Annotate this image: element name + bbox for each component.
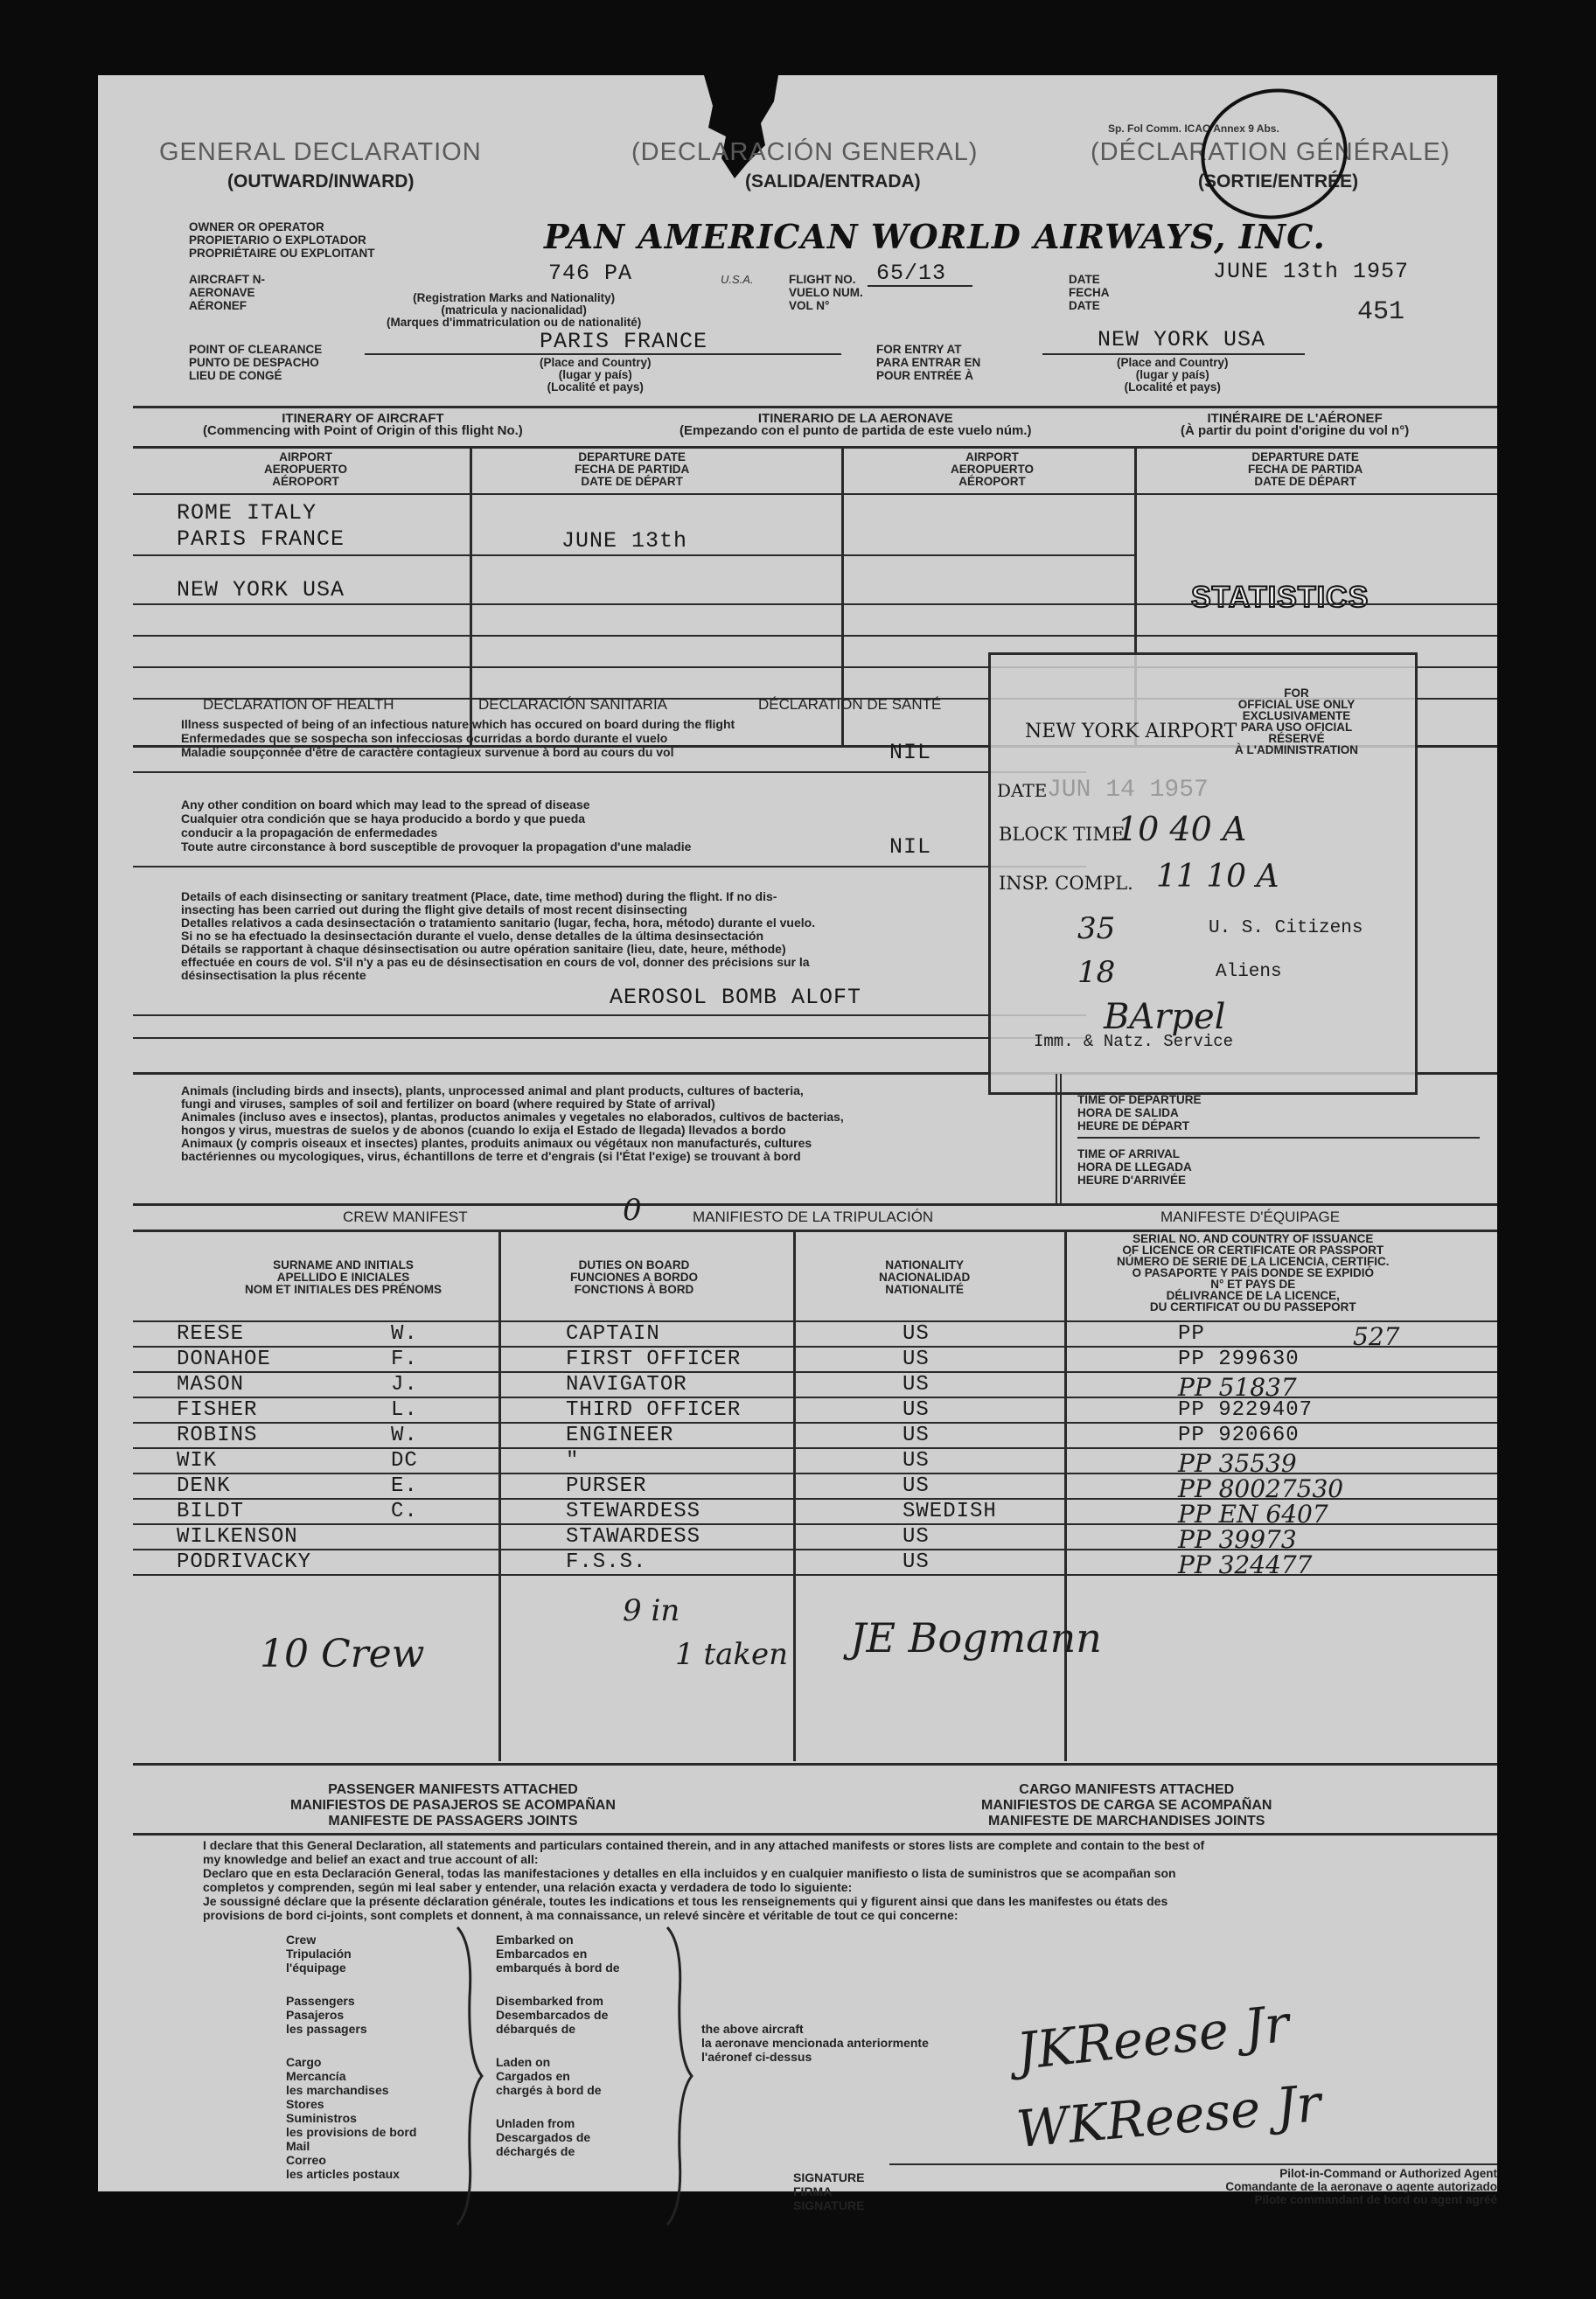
registration-marks-label: (Registration Marks and Nationality) (matricula y nacionalidad) (Marques d'immatriculation ou de nationalité) <box>387 291 642 329</box>
form-reference: Sp. Fol Comm. ICAO Annex 9 Abs. <box>1108 122 1279 135</box>
signature-lower: WKReese Jr <box>1014 2073 1324 2160</box>
official-use-heading: FOR OFFICIAL USE ONLY EXCLUSIVAMENTE PARA USO OFICIAL RÉSERVÉ À L'ADMINISTRATION <box>1235 686 1358 756</box>
health-answer-2: NIL <box>889 834 932 860</box>
title-en: GENERAL DECLARATION <box>159 138 482 166</box>
inspection-complete-label: INSP. COMPL. <box>999 873 1133 894</box>
health-answer-1: NIL <box>889 740 932 765</box>
itinerary-departure-date: JUNE 13th <box>561 528 688 554</box>
itinerary-heading-es: ITINERARIO DE LA AERONAVE (Empezando con el punto de partida de este vuelo núm.) <box>680 411 1032 438</box>
clearance-place-label: (Place and Country) (lugar y país) (Localité et pays) <box>540 356 652 394</box>
crew-serial-handwritten: PP 39973 <box>1178 1525 1297 1554</box>
official-date-label: DATE <box>997 780 1048 801</box>
aliens-label: Aliens <box>1216 962 1282 982</box>
crew-nationality: US <box>903 1525 930 1549</box>
entry-labels: FOR ENTRY AT PARA ENTRAR EN POUR ENTRÉE À <box>876 343 981 382</box>
time-of-departure-label: TIME OF DEPARTURE HORA DE SALIDA HEURE DE DÉPART <box>1077 1093 1202 1132</box>
itinerary-airport: PARIS FRANCE <box>177 526 345 552</box>
signature-label: SIGNATURE FIRMA SIGNATURE <box>793 2170 865 2212</box>
general-declaration-form <box>98 75 1497 2212</box>
point-of-clearance: PARIS FRANCE <box>540 329 708 354</box>
crew-mark: 0 <box>623 1193 642 1228</box>
crew-serial: PP 299630 <box>1178 1348 1300 1371</box>
animals-text: Animals (including birds and insects), plants, unprocessed animal and plant products, cultures of bacteria, fungi and viruses, samples of soil and fertilizer on board (where required by State of arrival) Animales (incluso aves e insectos), plantas, productos animales y vegetales no elaborados, cultivos de bacterias, hongos y virus, muestras de suelos y de abonos (cuando lo exija el Estado de llegada) llevados a bordo Animaux (y compris oiseaux et insectes) plantes, produits animaux ou végétaux non manufacturés, cultures bactériennes ou mycologiques, virus, échantillons de terre et d'engrais (si l'État l'exige) se trouvant à bord <box>181 1083 844 1163</box>
itinerary-heading-en: ITINERARY OF AIRCRAFT (Commencing with Point of Origin of this flight No.) <box>203 411 523 438</box>
health-answer-3: AEROSOL BOMB ALOFT <box>610 985 862 1010</box>
col-departure-2: DEPARTURE DATE FECHA DE PARTIDA DATE DE DÉPART <box>1248 450 1363 488</box>
health-title-en: DECLARATION OF HEALTH <box>203 696 394 713</box>
crew-initial: F. <box>391 1348 418 1371</box>
aircraft-labels: AIRCRAFT N- AERONAVE AÉRONEF <box>189 273 265 312</box>
crew-duty: PURSER <box>566 1474 647 1498</box>
col-departure-1: DEPARTURE DATE FECHA DE PARTIDA DATE DE DÉPART <box>575 450 690 488</box>
health-question-3: Details of each disinsecting or sanitary treatment (Place, date, time method) during the flight. If no dis- insecting has been carried out during the flight give details of most recent disinsecting Detalles relativos a cada desinsectación o tratamiento sanitario (lugar, fecha, hora, método) durante el vuelo. Si no se ha efectuado la desinsectación durante el vuelo, dense detalles de la última desinsectación Détails se rapportant à chaque désinsectisation ou autre opération sanitaire (lieu, date, heure, méthode) effectuée en cours de vol. S'il n'y a pas eu de désinsectisation en cours de vol, donner des précisions sur la désinsectisation la plus récente <box>181 889 816 982</box>
crew-duty: THIRD OFFICER <box>566 1398 742 1422</box>
crew-serial-handwritten: PP EN 6407 <box>1178 1500 1328 1529</box>
entry-place-label: (Place and Country) (lugar y país) (Localité et pays) <box>1117 356 1229 394</box>
health-title-es: DECLARACIÓN SANITARIA <box>478 696 668 713</box>
passenger-manifests-label: PASSENGER MANIFESTS ATTACHED MANIFIESTOS DE PASAJEROS SE ACOMPAÑAN MANIFESTE DE PASSAGERS JOINTS <box>290 1782 616 1829</box>
crew-note-count: 10 Crew <box>260 1632 425 1676</box>
crew-surname: DONAHOE <box>177 1348 271 1371</box>
citizens-count: 35 <box>1077 911 1116 946</box>
col-airport-1: AIRPORT AEROPUERTO AÉROPORT <box>264 450 348 488</box>
col-nationality: NATIONALITY NACIONALIDAD NATIONALITÉ <box>879 1258 971 1296</box>
above-aircraft-label: the above aircraft la aeronave mencionada anteriormente l'aéronef ci-dessus <box>701 2022 929 2064</box>
usa-label: U.S.A. <box>721 273 754 286</box>
itinerary-airport: NEW YORK USA <box>177 577 345 603</box>
itinerary-heading-fr: ITINÉRAIRE DE L'AÉRONEF (À partir du point d'origine du vol n°) <box>1181 411 1410 438</box>
col-airport-2: AIRPORT AEROPUERTO AÉROPORT <box>951 450 1035 488</box>
crew-surname: WILKENSON <box>177 1525 298 1549</box>
crew-duty: CAPTAIN <box>566 1322 660 1346</box>
block-time-value: 10 40 A <box>1117 810 1247 848</box>
subtitle-fr: (SORTIE/ENTRÉE) <box>1198 171 1359 192</box>
crew-nationality: US <box>903 1550 930 1574</box>
crew-initial: W. <box>391 1322 418 1346</box>
time-of-arrival-label: TIME OF ARRIVAL HORA DE LLEGADA HEURE D'ARRIVÉE <box>1077 1147 1192 1187</box>
pilot-in-command-label: Pilot-in-Command or Authorized Agent Comandante de la aeronave o agente autorizado Pilote commandant de bord ou agent agréé <box>1225 2167 1497 2206</box>
inspection-complete-value: 11 10 A <box>1156 859 1279 895</box>
crew-serial-handwritten: PP 35539 <box>1178 1449 1297 1478</box>
crew-surname: PODRIVACKY <box>177 1550 312 1574</box>
crew-surname: REESE <box>177 1322 245 1346</box>
crew-duty: STEWARDESS <box>566 1500 701 1523</box>
title-fr: (DÉCLARATION GÉNÉRALE) <box>1091 138 1451 166</box>
crew-nationality: US <box>903 1373 930 1397</box>
crew-duty: F.S.S. <box>566 1550 647 1574</box>
items-right: Embarked on Embarcados en embarqués à bord de Disembarked from Desembarcados de débarqués de Laden on Cargados en chargés à bord de Unladen from Descargados de déchargés de <box>496 1933 620 2158</box>
crew-surname: ROBINS <box>177 1424 258 1447</box>
crew-nationality: US <box>903 1348 930 1371</box>
inspector-initials: BArpel <box>1104 997 1226 1037</box>
circle-mark <box>1195 82 1353 231</box>
items-left: Crew Tripulación l'équipage Passengers Pasajeros les passagers Cargo Mercancía les marchandises Stores Suministros les provisions de bord Mail Correo les articles postaux <box>286 1933 417 2181</box>
service-label: Imm. & Natz. Service <box>1034 1032 1234 1051</box>
declaration-text: I declare that this General Declaration, all statements and particulars contained therein, and in any attached manifests or stores lists are complete and contain to the best of my knowledge and belief an exact and true account of all: Declaro que en esta Declaración General, todas las manifestaciones y detalles en ella incluidos y en cualquier manifiesto o lista de suministros que se acompañan son completos y comprenden, según mi leal saber y entender, una relación exacta y verdadera de todo lo siguiente: Je soussigné déclare que la présente déclaration générale, toutes les indications et tous les renseignements qui y figurent ainsi que dans les manifestes ou états des provisions de bord ci-joints, sont complets et donnent, à ma connaissance, un relevé sincère et véritable de tout ce qui concerne: <box>203 1838 1205 1922</box>
clearance-labels: POINT OF CLEARANCE PUNTO DE DESPACHO LIEU DE CONGÉ <box>189 343 323 382</box>
crew-nationality: US <box>903 1474 930 1498</box>
subtitle-es: (SALIDA/ENTRADA) <box>745 171 921 192</box>
crew-title-en: CREW MANIFEST <box>343 1209 468 1225</box>
crew-initial: DC <box>391 1449 418 1473</box>
date-labels: DATE FECHA DATE <box>1069 273 1110 312</box>
crew-duty: " <box>566 1449 580 1473</box>
crew-note-initials: JE Bogmann <box>850 1614 1102 1662</box>
title-es: (DECLARACIÓN GENERAL) <box>631 138 979 166</box>
crew-duty: NAVIGATOR <box>566 1373 687 1397</box>
crew-title-es: MANIFIESTO DE LA TRIPULACIÓN <box>693 1209 934 1225</box>
crew-initial: J. <box>391 1373 418 1397</box>
col-duties: DUTIES ON BOARD FUNCIONES A BORDO FONCTIONS À BORD <box>570 1258 699 1296</box>
crew-note-taken: 1 taken <box>675 1637 788 1672</box>
signature-upper: JKReese Jr <box>1014 1993 1293 2082</box>
operator-name: PAN AMERICAN WORLD AIRWAYS, INC. <box>544 217 1326 256</box>
declaration-date: JUNE 13th 1957 <box>1213 259 1410 284</box>
crew-surname: FISHER <box>177 1398 258 1422</box>
crew-nationality: US <box>903 1398 930 1422</box>
official-airport: NEW YORK AIRPORT <box>1025 721 1237 742</box>
statistics-stamp: STATISTICS <box>1191 581 1369 614</box>
itinerary-airport: ROME ITALY <box>177 500 317 526</box>
flight-labels: FLIGHT NO. VUELO NUM. VOL N° <box>789 273 863 312</box>
crew-serial: PP 920660 <box>1178 1424 1300 1447</box>
owner-labels: OWNER OR OPERATOR PROPIETARIO O EXPLOTADOR PROPRIÉTAIRE OU EXPLOITANT <box>189 220 375 260</box>
crew-row-rule <box>133 1574 1497 1576</box>
aliens-count: 18 <box>1077 955 1116 990</box>
serial-number: 451 <box>1357 297 1405 327</box>
cargo-manifests-label: CARGO MANIFESTS ATTACHED MANIFIESTOS DE CARGA SE ACOMPAÑAN MANIFESTE DE MARCHANDISES JOINTS <box>981 1782 1272 1829</box>
crew-nationality: US <box>903 1424 930 1447</box>
crew-serial-handwritten: PP 324477 <box>1178 1550 1313 1579</box>
crew-nationality: US <box>903 1449 930 1473</box>
crew-serial-handwritten: 527 <box>1353 1322 1400 1351</box>
crew-surname: BILDT <box>177 1500 245 1523</box>
crew-initial: L. <box>391 1398 418 1422</box>
crew-serial-handwritten: PP 51837 <box>1178 1373 1297 1402</box>
crew-serial-handwritten: PP 80027530 <box>1178 1474 1344 1503</box>
crew-initial: W. <box>391 1424 418 1447</box>
crew-duty: STAWARDESS <box>566 1525 701 1549</box>
crew-nationality: SWEDISH <box>903 1500 997 1523</box>
crew-duty: ENGINEER <box>566 1424 674 1447</box>
subtitle-en: (OUTWARD/INWARD) <box>227 171 415 192</box>
items-brace-2 <box>662 1927 697 2225</box>
health-title-fr: DÉCLARATION DE SANTÉ <box>758 696 942 713</box>
crew-surname: WIK <box>177 1449 218 1473</box>
entry-point: NEW YORK USA <box>1098 327 1266 352</box>
citizens-label: U. S. Citizens <box>1209 918 1363 938</box>
crew-surname: DENK <box>177 1474 231 1498</box>
crew-initial: E. <box>391 1474 418 1498</box>
crew-serial: PP <box>1178 1322 1205 1346</box>
crew-surname: MASON <box>177 1373 245 1397</box>
block-time-label: BLOCK TIME <box>999 824 1126 845</box>
crew-nationality: US <box>903 1322 930 1346</box>
crew-serial: PP 9229407 <box>1178 1398 1314 1422</box>
items-brace <box>452 1927 487 2225</box>
aircraft-registration: 746 PA <box>548 261 633 286</box>
crew-initial: C. <box>391 1500 418 1523</box>
col-serial: SERIAL NO. AND COUNTRY OF ISSUANCE OF LICENCE OR CERTIFICATE OR PASSPORT NÚMERO DE SERIE DE LA LICENCIA, CERTIFIC. O PASAPORTE Y PAÍS DONDE SE EXPIDIÓ N° ET PAYS DE DÉLIVRANCE DE LA LICENCE, DU CERTIFICAT OU DU PASSEPORT <box>1117 1232 1390 1313</box>
health-question-1: Illness suspected of being of an infectious nature which has occured on board during the flight Enfermedades que se sospecha son infecciosas ocurridas a bordo durante el vuelo Maladie soupçonnée d'être de caractère contagieux survenue à bord au cours du vol <box>181 717 735 759</box>
crew-note-in: 9 in <box>623 1593 680 1628</box>
official-date-stamp: JUN 14 1957 <box>1047 777 1209 804</box>
crew-title-fr: MANIFESTE D'ÉQUIPAGE <box>1160 1209 1341 1225</box>
health-question-2: Any other condition on board which may lead to the spread of disease Cualquier otra condición que se haya producido a bordo y que pueda conducir a la propagación de enfermedades Toute autre circonstance à bord susceptible de provoquer la propagation d'une maladie <box>181 798 692 853</box>
col-surname: SURNAME AND INITIALS APELLIDO E INICIALES NOM ET INITIALES DES PRÉNOMS <box>245 1258 443 1296</box>
flight-number: 65/13 <box>876 261 947 286</box>
crew-duty: FIRST OFFICER <box>566 1348 742 1371</box>
